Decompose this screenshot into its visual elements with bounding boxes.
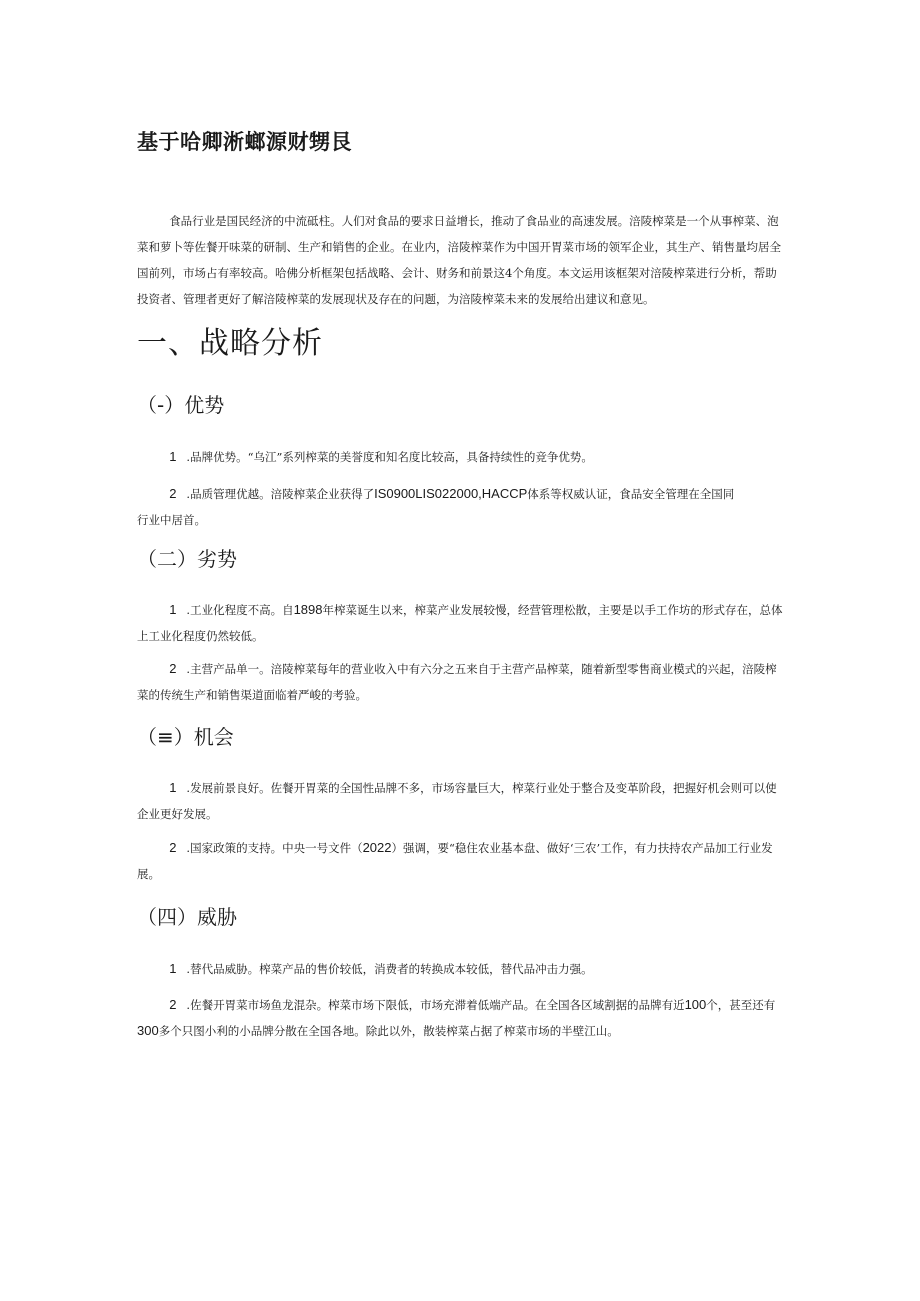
threat-item-1	[137, 956, 785, 982]
item-text: 行业中居首。	[137, 513, 206, 527]
item-number: 1	[169, 602, 177, 617]
intro-paragraph: 食品行业是国民经济的中流砥柱。人们对食品的要求日益增长，推动了食品业的高速发展。涪陵榨菜是一个从事榨菜、泡菜和萝卜等佐餐开味菜的研制、生产和销售的企业。在业内，涪陵榨菜作为中国开胃菜市场的领军企业，其生产、销售量均居全国前列，市场占有率较高。哈佛分析框架包括战略、会计、财务和前景这4个角度。本文运用该框架对涪陵榨菜进行分析，帮助投资者、管理者更好了解涪陵榨菜的发展现状及存在的问题，为涪陵榨菜未来的发展给出建议和意见。	[137, 214, 781, 306]
subheading-threats: （四）威胁	[137, 905, 237, 929]
item-latin: 100	[684, 997, 707, 1012]
item-text: ）强调，要“稳住农业基本盘、做好‘三农’工作，有力扶持农产品加工行业发展。	[137, 841, 773, 881]
item-text: 年榨菜诞生以来，榨菜产业发展较慢，经营管理松散，主要是以手工作坊的形式存在，总体上工业化程度仍然较低。	[137, 603, 783, 643]
advantage-item-2	[137, 481, 785, 533]
item-text: .主营产品单一。涪陵榨菜每年的营业收入中有六分之五来自于主营产品榨菜，随着新型零售商业模式的兴起，涪陵榨菜的传统生产和销售渠道面临着严峻的考验。	[137, 662, 777, 702]
disadvantage-item-1	[137, 597, 785, 649]
disadvantage-item-2	[137, 656, 785, 708]
subheading-disadvantages: （二）劣势	[137, 547, 237, 571]
item-number: 1	[169, 961, 177, 976]
item-text: 体系等权威认证，食品安全管理在全国同	[527, 487, 735, 501]
item-number: 2	[169, 997, 177, 1012]
item-text: 多个只图小利的小品牌分散在全国各地。除此以外，散装榨菜占据了榨菜市场的半壁江山。	[158, 1024, 619, 1038]
item-text: .国家政策的支持。中央一号文件（	[186, 841, 363, 855]
item-number: 2	[169, 840, 177, 855]
opportunity-item-1	[137, 775, 785, 827]
item-text: .品牌优势。“乌江”系列榨菜的美誉度和知名度比较高，具备持续性的竞争优势。	[186, 450, 593, 464]
item-latin: 2022	[362, 840, 392, 855]
item-number: 1	[169, 449, 177, 464]
item-text: .佐餐开胃菜市场鱼龙混杂。榨菜市场下限低，市场充滞着低端产品。在全国各区域割据的品牌有近	[186, 998, 685, 1012]
item-text: .工业化程度不高。自	[186, 603, 294, 617]
item-latin: 1898	[293, 602, 323, 617]
item-latin: 300	[137, 1023, 159, 1038]
item-number: 2	[169, 661, 177, 676]
document-title: 基于哈卿淅螂源财甥艮	[137, 130, 352, 154]
subheading-advantages: （-）优势	[137, 393, 225, 417]
subheading-opportunities: （≡）机会	[137, 725, 234, 749]
item-text: .替代品威胁。榨菜产品的售价较低，消费者的转换成本较低，替代品冲击力强。	[186, 962, 593, 976]
item-latin: IS0900LIS022000,HACCP	[374, 486, 528, 501]
item-text: .品质管理优越。涪陵榨菜企业获得了	[186, 487, 375, 501]
threat-item-2	[137, 992, 785, 1044]
item-text: 个，甚至还有	[706, 998, 776, 1012]
item-text: .发展前景良好。佐餐开胃菜的全国性品牌不多，市场容量巨大，榨菜行业处于整合及变革阶段，把握好机会则可以使企业更好发展。	[137, 781, 777, 821]
section-heading-strategy: 一、战略分析	[137, 326, 323, 361]
advantage-item-1	[137, 444, 785, 470]
opportunity-item-2	[137, 835, 785, 887]
item-number: 2	[169, 486, 177, 501]
item-number: 1	[169, 780, 177, 795]
